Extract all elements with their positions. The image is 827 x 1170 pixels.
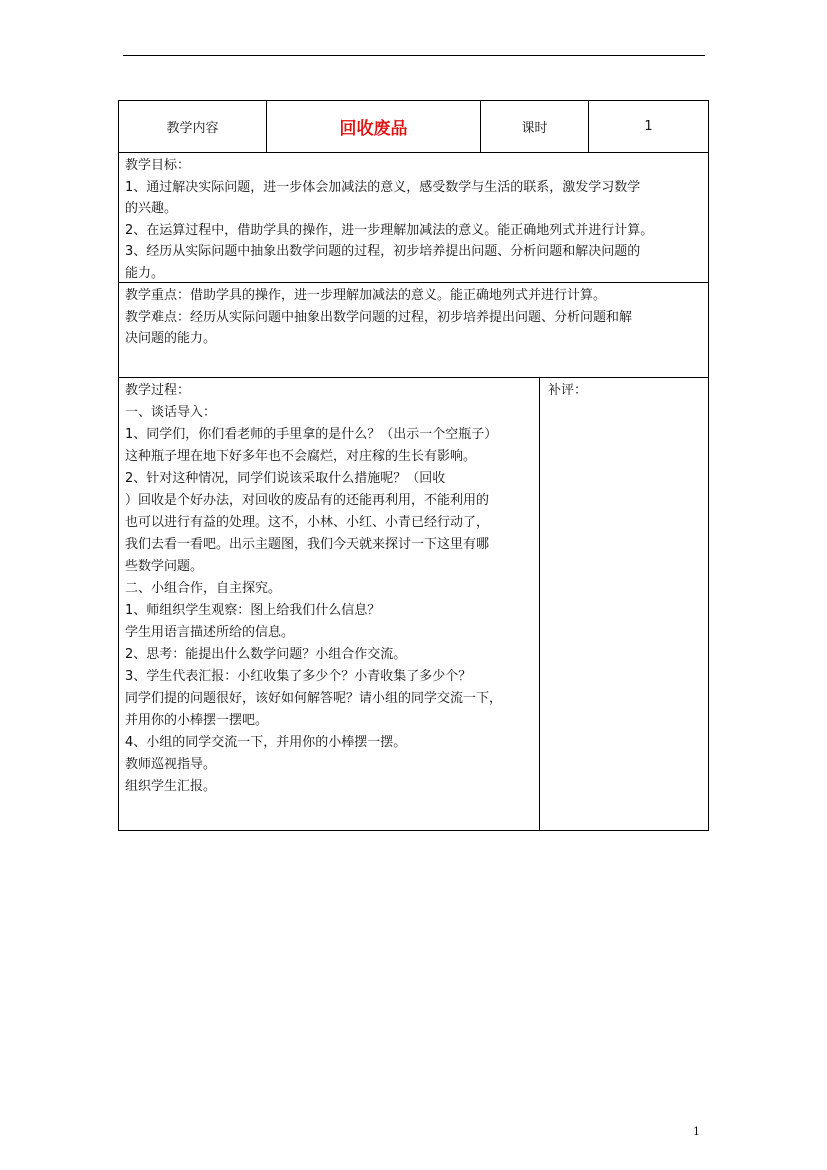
lesson-title-cell [267,101,481,152]
goals-line: 能力。 [125,265,165,281]
process-line: 些数学问题。 [125,559,204,574]
process-line: 3、学生代表汇报：小红收集了多少个？小青收集了多少个？ [125,669,472,684]
process-line: 一、谈话导入： [125,405,217,420]
process-block [125,380,537,798]
lesson-plan-table [118,100,709,831]
process-line: ）回收是个好办法，对回收的废品有的还能再利用，不能利用的 [125,493,490,508]
remark-label: 补评： [548,383,588,398]
process-cell [119,378,540,830]
header-row [119,101,708,153]
process-line: 也可以进行有益的处理。这不，小林、小红、小青已经行动了， [125,515,490,530]
process-line: 1、师组织学生观察：图上给我们什么信息？ [125,603,381,618]
process-line: 二、小组合作，自主探究。 [125,581,282,596]
focus-row [119,283,708,378]
process-row [119,378,708,830]
focus-line: 教学重点：借助学具的操作，进一步理解加减法的意义。能正确地列式并进行计算。 [125,288,607,303]
goals-line: 2、在运算过程中，借助学具的操作，进一步理解加减法的意义。能正确地列式并进行计算。 [125,222,654,238]
header-rule [123,55,705,56]
process-line: 我们去看一看吧。出示主题图，我们今天就来探讨一下这里有哪 [125,537,490,552]
process-line: 教师巡视指导。 [125,757,217,772]
content-label: 教学内容 [119,101,267,152]
process-line: 4、小组的同学交流一下，并用你的小棒摆一摆。 [125,735,407,750]
process-line: 并用你的小棒摆一摆吧。 [125,713,269,728]
focus-line: 教学难点：经历从实际问题中抽象出数学问题的过程，初步培养提出问题、分析问题和解 [125,309,633,325]
goals-line: 1、通过解决实际问题，进一步体会加减法的意义，感受数学与生活的联系，激发学习数学 [125,179,641,195]
process-line: 2、针对这种情况，同学们说该采取什么措施呢？（回收 [125,471,446,486]
process-line: 教学过程： [125,383,191,398]
goals-row [119,153,708,283]
period-label: 课时 [481,101,589,152]
period-value: 1 [644,119,653,134]
goals-line: 3、经历从实际问题中抽象出数学问题的过程，初步培养提出问题、分析问题和解决问题的 [125,244,641,259]
goals-block [125,155,704,284]
process-line: 组织学生汇报。 [125,779,217,794]
goals-line: 的兴趣。 [125,201,178,216]
lesson-title: 回收废品 [339,119,408,139]
process-line: 这种瓶子埋在地下好多年也不会腐烂，对庄稼的生长有影响。 [125,449,477,464]
goals-heading: 教学目标： [125,158,191,173]
page-number: 1 [693,1125,700,1138]
focus-block [125,285,704,350]
process-line: 2、思考：能提出什么数学问题？小组合作交流。 [125,647,407,662]
process-line: 学生用语言描述所给的信息。 [125,625,295,640]
process-line: 同学们提的问题很好，该好如何解答呢？请小组的同学交流一下， [125,691,503,706]
focus-line: 决问题的能力。 [125,331,217,346]
process-line: 1、同学们，你们看老师的手里拿的是什么？（出示一个空瓶子） [125,427,498,442]
remark-cell [540,378,708,830]
